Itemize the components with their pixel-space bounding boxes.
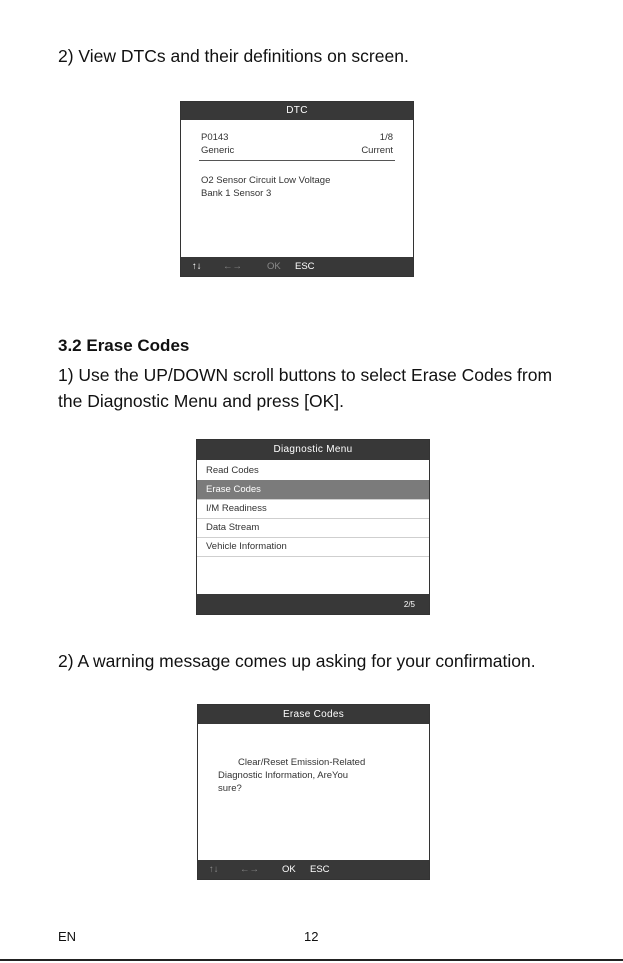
- up-down-arrows-icon: ↑↓: [209, 864, 219, 875]
- dtc-index: 1/8: [379, 132, 393, 143]
- ok-key-label: OK: [282, 864, 296, 875]
- dtc-code: P0143: [201, 132, 229, 143]
- section-heading: 3.2 Erase Codes: [58, 336, 190, 355]
- menu-item-im-readiness[interactable]: I/M Readiness: [197, 499, 429, 519]
- diagnostic-menu-screen: [196, 439, 430, 615]
- erase-codes-screen: [197, 704, 430, 880]
- erase-screen-title: Erase Codes: [198, 705, 429, 724]
- page-number: 12: [304, 929, 319, 944]
- left-right-arrows-icon: ←→: [223, 261, 242, 272]
- dtc-status: Current: [361, 145, 393, 156]
- menu-screen-title: Diagnostic Menu: [197, 440, 429, 460]
- step-text: the Diagnostic Menu and press [OK].: [58, 391, 344, 411]
- erase-warning-message: Diagnostic Information, AreYou: [218, 770, 349, 781]
- step-text: 1) Use the UP/DOWN scroll buttons to select Erase Codes from: [58, 365, 553, 385]
- menu-page-indicator: 2/5: [403, 600, 415, 609]
- left-right-arrows-icon: ←→: [240, 864, 259, 875]
- step-text: 2) View DTCs and their definitions on screen.: [58, 46, 409, 66]
- dtc-description-location: Bank 1 Sensor 3: [201, 188, 272, 199]
- up-down-arrows-icon: ↑↓: [192, 261, 202, 272]
- dtc-footer-bar: [181, 257, 413, 276]
- dtc-screen: [180, 101, 414, 277]
- ok-key-label: OK: [267, 261, 281, 272]
- footer-rule: [0, 959, 623, 961]
- step-text: 2) A warning message comes up asking for your confirmation.: [58, 651, 536, 671]
- menu-footer-bar: [197, 594, 429, 614]
- menu-item-erase-codes[interactable]: Erase Codes: [197, 480, 429, 500]
- menu-item-data-stream[interactable]: Data Stream: [197, 518, 429, 538]
- esc-key-label: ESC: [310, 864, 330, 875]
- dtc-screen-title: DTC: [181, 102, 413, 120]
- language-label: EN: [58, 929, 77, 944]
- dtc-type: Generic: [201, 145, 235, 156]
- esc-key-label: ESC: [295, 261, 315, 272]
- erase-footer-bar: [198, 860, 429, 879]
- menu-item-read-codes[interactable]: Read Codes: [197, 461, 429, 481]
- menu-item-vehicle-information[interactable]: Vehicle Information: [197, 537, 429, 557]
- erase-warning-message: Clear/Reset Emission-Related: [238, 757, 366, 768]
- dtc-divider: [199, 160, 395, 161]
- dtc-description: O2 Sensor Circuit Low Voltage: [201, 175, 331, 186]
- erase-warning-message: sure?: [218, 783, 242, 794]
